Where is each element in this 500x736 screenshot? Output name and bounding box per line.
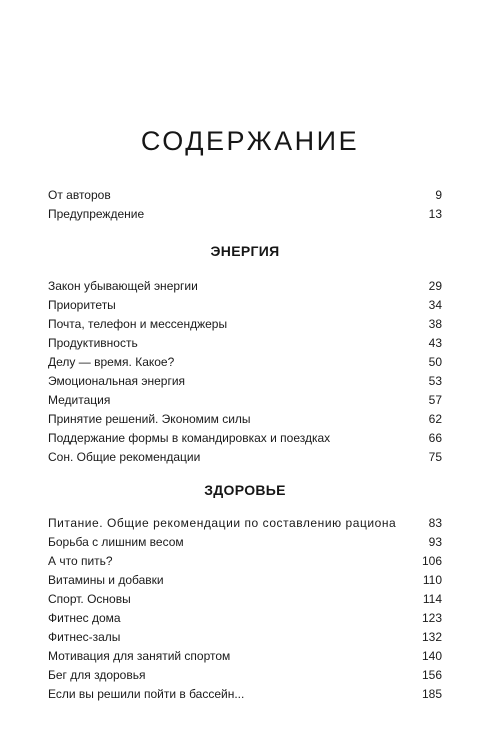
- toc-entry-page: 29: [428, 279, 442, 293]
- toc-entry[interactable]: [48, 353, 442, 372]
- toc-entry[interactable]: [48, 666, 442, 685]
- toc-entry-page: 57: [428, 393, 442, 407]
- toc-entry-label: Медитация: [48, 393, 111, 407]
- table-of-contents: [48, 186, 442, 704]
- toc-entry-page: 50: [428, 355, 442, 369]
- toc-entry-label: Мотивация для занятий спортом: [48, 649, 231, 663]
- toc-entry-page: 62: [428, 412, 442, 426]
- section-energy-entries: [48, 277, 442, 467]
- toc-entry[interactable]: [48, 590, 442, 609]
- toc-entry[interactable]: [48, 277, 442, 296]
- toc-entry-label: От авторов: [48, 188, 111, 202]
- toc-entry[interactable]: [48, 186, 442, 205]
- toc-entry-page: 123: [421, 611, 442, 625]
- toc-entry-page: 140: [421, 649, 442, 663]
- toc-entry[interactable]: [48, 552, 442, 571]
- section-heading-health: ЗДОРОВЬЕ: [204, 482, 286, 498]
- toc-entry-label: Фитнес-залы: [48, 630, 121, 644]
- toc-entry-label: А что пить?: [48, 554, 113, 568]
- toc-entry-label: Продуктивность: [48, 336, 138, 350]
- toc-entry-label: Принятие решений. Экономим силы: [48, 412, 251, 426]
- toc-entry-label: Эмоциональная энергия: [48, 374, 186, 388]
- toc-entry-page: 53: [428, 374, 442, 388]
- toc-entry[interactable]: [48, 429, 442, 448]
- toc-entry-page: 75: [428, 450, 442, 464]
- toc-entry-page: 13: [428, 207, 442, 221]
- toc-entry-label: Приоритеты: [48, 298, 116, 312]
- toc-entry-page: 110: [422, 573, 442, 587]
- toc-entry-label: Закон убывающей энергии: [48, 279, 198, 293]
- toc-entry[interactable]: [48, 685, 442, 704]
- toc-entry-page: 114: [422, 592, 442, 606]
- toc-entry-page: 9: [435, 188, 442, 202]
- toc-entry[interactable]: [48, 609, 442, 628]
- toc-entry[interactable]: [48, 533, 442, 552]
- toc-entry-page: 43: [428, 336, 442, 350]
- toc-entry[interactable]: [48, 372, 442, 391]
- toc-entry[interactable]: [48, 514, 442, 533]
- toc-entry[interactable]: [48, 571, 442, 590]
- toc-entry-label: Бег для здоровья: [48, 668, 146, 682]
- toc-entry-page: 93: [428, 535, 442, 549]
- toc-entry[interactable]: [48, 296, 442, 315]
- toc-entry-label: Спорт. Основы: [48, 592, 131, 606]
- toc-entry-page: 66: [428, 431, 442, 445]
- toc-entry-page: 156: [421, 668, 442, 682]
- toc-entry-page: 132: [421, 630, 442, 644]
- toc-entry-page: 185: [421, 687, 442, 701]
- toc-entry[interactable]: [48, 391, 442, 410]
- toc-entry-label: Борьба с лишним весом: [48, 535, 184, 549]
- toc-entry[interactable]: [48, 410, 442, 429]
- toc-entry-label: Фитнес дома: [48, 611, 121, 625]
- toc-entry-label: Витамины и добавки: [48, 573, 164, 587]
- toc-entry-label: Сон. Общие рекомендации: [48, 450, 201, 464]
- page-title: СОДЕРЖАНИЕ: [140, 126, 360, 156]
- toc-entry-page: 34: [428, 298, 442, 312]
- toc-entry-label: Почта, телефон и мессенджеры: [48, 317, 228, 331]
- section-health-entries: [48, 514, 442, 704]
- section-heading-energy: ЭНЕРГИЯ: [210, 243, 280, 259]
- toc-entry-label: Предупреждение: [48, 207, 145, 221]
- toc-entry-page: 38: [428, 317, 442, 331]
- toc-entry[interactable]: [48, 647, 442, 666]
- toc-entry[interactable]: [48, 628, 442, 647]
- toc-entry-label: Если вы решили пойти в бассейн...: [48, 687, 245, 701]
- toc-entry-page: 106: [421, 554, 442, 568]
- toc-entry-page: 83: [428, 516, 442, 530]
- toc-entry-label: Питание. Общие рекомендации по составлению рациона: [48, 516, 397, 530]
- toc-entry[interactable]: [48, 448, 442, 467]
- toc-entry[interactable]: [48, 334, 442, 353]
- toc-entry[interactable]: [48, 315, 442, 334]
- toc-entry-label: Делу — время. Какое?: [48, 355, 175, 369]
- toc-entry-label: Поддержание формы в командировках и поездках: [48, 431, 331, 445]
- toc-entry[interactable]: [48, 205, 442, 224]
